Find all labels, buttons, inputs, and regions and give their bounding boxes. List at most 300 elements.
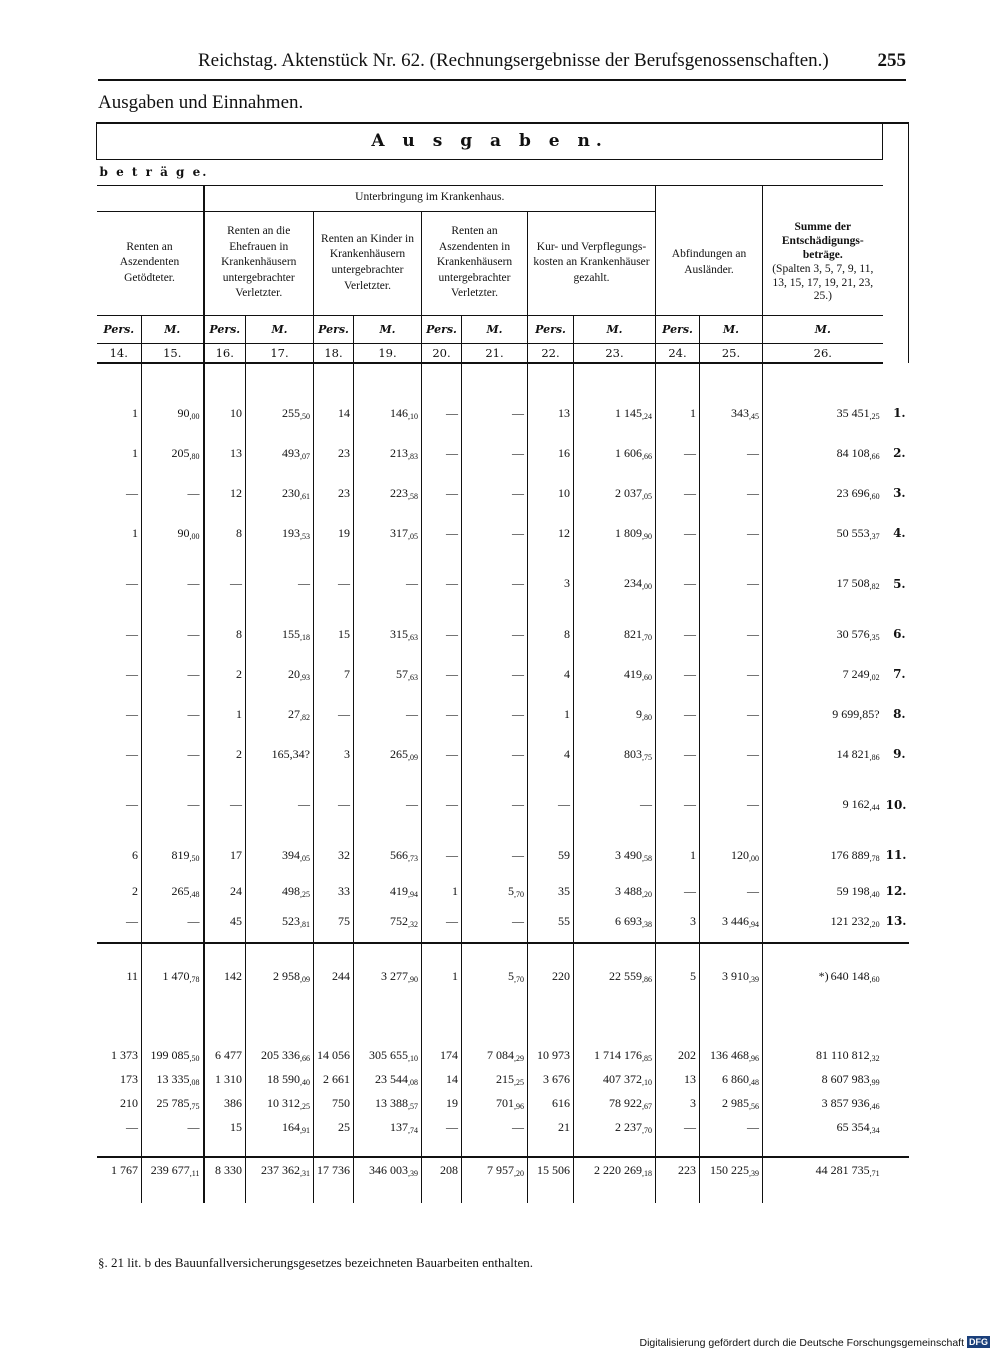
cell-value: — bbox=[338, 576, 350, 590]
cell-value: — bbox=[406, 797, 418, 811]
cell-value: — bbox=[446, 797, 458, 811]
data-cell bbox=[204, 907, 246, 935]
cell-value: $215_{,25}$ bbox=[496, 1071, 524, 1087]
data-cell bbox=[700, 1091, 763, 1115]
data-cell bbox=[354, 875, 422, 907]
data-cell bbox=[462, 1067, 528, 1091]
cell-value: — bbox=[747, 626, 759, 641]
cell-value: 386 bbox=[224, 1095, 242, 1110]
cell-value: 2 661 bbox=[323, 1071, 350, 1086]
data-cell bbox=[656, 694, 700, 734]
data-cell bbox=[656, 943, 700, 1009]
cell-value: 220 bbox=[552, 969, 570, 983]
data-cell bbox=[763, 1091, 883, 1115]
data-cell bbox=[422, 473, 462, 513]
cell-value: 81 110 $812_{,32}$ bbox=[816, 1047, 880, 1063]
data-cell bbox=[97, 835, 142, 875]
data-cell bbox=[204, 473, 246, 513]
data-cell bbox=[700, 734, 763, 774]
cell-value: — bbox=[512, 666, 524, 681]
cell-value: — bbox=[747, 746, 759, 761]
row-number: 10. bbox=[885, 797, 907, 812]
cell-value: 1 bbox=[132, 525, 138, 540]
unit-label: M. bbox=[354, 315, 422, 343]
column-number: 22. bbox=[528, 343, 574, 363]
cell-value: 25 $785_{,75}$ bbox=[156, 1095, 200, 1111]
summary-row bbox=[97, 1115, 909, 1139]
data-cell bbox=[656, 835, 700, 875]
unit-label: M. bbox=[700, 315, 763, 343]
data-cell bbox=[314, 1157, 354, 1183]
cell-value: — bbox=[126, 797, 138, 811]
cell-value: — bbox=[338, 797, 350, 811]
column-number: 14. bbox=[97, 343, 142, 363]
credit-text: Digitalisierung gefördert durch die Deutsche Forschungsgemeinschaft bbox=[639, 1337, 964, 1349]
cell-value: 19 bbox=[338, 525, 350, 540]
data-cell bbox=[574, 1115, 656, 1139]
data-cell bbox=[142, 943, 204, 1009]
data-cell bbox=[246, 734, 314, 774]
cell-value: 23 $696_{,60}$ bbox=[836, 485, 880, 501]
data-cell bbox=[574, 774, 656, 835]
data-cell bbox=[528, 393, 574, 433]
cell-value: — bbox=[126, 1119, 138, 1134]
cell-value: $315_{,63}$ bbox=[390, 626, 418, 642]
cell-value: 13 bbox=[684, 1071, 696, 1086]
cell-value: 121 $232_{,20}$ bbox=[830, 913, 880, 929]
data-cell bbox=[763, 1115, 883, 1139]
unit-label: Pers. bbox=[97, 315, 142, 343]
data-cell bbox=[97, 1043, 142, 1067]
data-cell bbox=[656, 1115, 700, 1139]
cell-value: — bbox=[747, 797, 759, 811]
data-cell bbox=[354, 1115, 422, 1139]
row-number: 7. bbox=[893, 667, 906, 681]
cell-value: $701_{,96}$ bbox=[496, 1095, 524, 1111]
data-cell bbox=[574, 875, 656, 907]
expenditure-table bbox=[96, 122, 909, 1203]
cell-value: 35 bbox=[558, 883, 570, 898]
cell-value: — bbox=[446, 666, 458, 681]
data-cell bbox=[700, 614, 763, 654]
data-cell bbox=[314, 774, 354, 835]
data-cell bbox=[246, 1157, 314, 1183]
cell-value: $394_{,05}$ bbox=[282, 847, 310, 863]
cell-value: 3 $910_{,39}$ bbox=[722, 969, 759, 984]
data-cell bbox=[656, 1067, 700, 1091]
cell-value: $255_{,50}$ bbox=[282, 405, 310, 421]
cell-value: — bbox=[512, 445, 524, 460]
data-cell bbox=[204, 654, 246, 694]
cell-value: $265_{,09}$ bbox=[390, 746, 418, 762]
running-header bbox=[98, 50, 906, 78]
row-number: 11. bbox=[885, 848, 907, 862]
cell-value: — bbox=[512, 626, 524, 641]
cell-value: 202 bbox=[678, 1047, 696, 1062]
data-cell bbox=[246, 513, 314, 553]
cell-value: $9_{,80}$ bbox=[636, 706, 652, 722]
cell-value: 174 bbox=[440, 1047, 458, 1062]
data-cell bbox=[142, 1091, 204, 1115]
data-cell bbox=[656, 654, 700, 694]
cell-value: $419_{,94}$ bbox=[390, 883, 418, 899]
cell-value: 407 $372_{,10}$ bbox=[603, 1071, 652, 1087]
row-number: 6. bbox=[893, 627, 906, 641]
row-number: 1. bbox=[893, 406, 906, 420]
cell-value: — bbox=[747, 485, 759, 500]
cell-value: 2 bbox=[132, 883, 138, 898]
cell-value: $234_{,00}$ bbox=[624, 576, 652, 591]
data-cell bbox=[97, 1091, 142, 1115]
data-cell bbox=[314, 734, 354, 774]
page-subtitle: Ausgaben und Einnahmen. bbox=[98, 92, 304, 113]
cell-value: $27_{,82}$ bbox=[288, 706, 310, 722]
table-row bbox=[97, 654, 909, 694]
data-cell bbox=[700, 393, 763, 433]
data-cell bbox=[246, 774, 314, 835]
data-cell bbox=[700, 1067, 763, 1091]
cell-value: $20_{,93}$ bbox=[288, 666, 310, 682]
data-cell bbox=[656, 513, 700, 553]
data-cell bbox=[422, 907, 462, 935]
data-cell bbox=[142, 553, 204, 614]
data-cell bbox=[204, 393, 246, 433]
unit-label: Pers. bbox=[204, 315, 246, 343]
data-cell bbox=[574, 614, 656, 654]
data-cell bbox=[246, 393, 314, 433]
cell-value: $205_{,80}$ bbox=[171, 445, 200, 461]
column-number: 16. bbox=[204, 343, 246, 363]
data-cell bbox=[204, 1067, 246, 1091]
data-cell bbox=[462, 654, 528, 694]
data-cell bbox=[763, 473, 883, 513]
data-cell bbox=[97, 614, 142, 654]
cell-value: $419_{,60}$ bbox=[624, 666, 652, 682]
cell-value: $164_{,91}$ bbox=[282, 1119, 310, 1135]
data-cell bbox=[314, 654, 354, 694]
cell-value: 1 714 $176_{,85}$ bbox=[594, 1047, 652, 1063]
cell-value: 4 bbox=[564, 746, 570, 761]
data-cell bbox=[354, 513, 422, 553]
cell-value: $803_{,75}$ bbox=[624, 746, 652, 762]
cell-value: 22 $559_{,86}$ bbox=[609, 969, 652, 984]
data-cell bbox=[142, 734, 204, 774]
cell-value: $821_{,70}$ bbox=[624, 626, 652, 642]
data-cell bbox=[204, 694, 246, 734]
data-cell bbox=[314, 835, 354, 875]
cell-value: 16 bbox=[558, 445, 570, 460]
cell-value: 3 bbox=[564, 576, 570, 590]
summary-row bbox=[97, 1043, 909, 1067]
cell-value: 3 857 $936_{,46}$ bbox=[821, 1095, 880, 1111]
data-cell bbox=[574, 433, 656, 473]
data-cell bbox=[314, 1067, 354, 1091]
data-cell bbox=[314, 433, 354, 473]
cell-value: 3 bbox=[344, 746, 350, 761]
cell-value: 244 bbox=[332, 969, 350, 983]
data-cell bbox=[204, 513, 246, 553]
cell-value: 3 bbox=[690, 913, 696, 928]
cell-value: 13 bbox=[558, 405, 570, 420]
data-cell bbox=[656, 433, 700, 473]
cell-value: 45 bbox=[230, 913, 242, 928]
cell-value: 616 bbox=[552, 1095, 570, 1110]
cell-value: — bbox=[512, 797, 524, 811]
data-cell bbox=[97, 1067, 142, 1091]
cell-value: $120_{,00}$ bbox=[731, 847, 759, 863]
data-cell bbox=[700, 694, 763, 734]
cell-value: 223 bbox=[678, 1163, 696, 1177]
data-cell bbox=[656, 1043, 700, 1067]
data-cell bbox=[246, 943, 314, 1009]
data-cell bbox=[763, 1043, 883, 1067]
data-cell bbox=[354, 553, 422, 614]
data-cell bbox=[314, 943, 354, 1009]
col-header-26-note: (Spalten 3, 5, 7, 9, 11, 13, 15, 17, 19, 21, 23, 25.) bbox=[772, 262, 874, 303]
data-cell bbox=[246, 473, 314, 513]
cell-value: — bbox=[512, 405, 524, 420]
units-row bbox=[97, 315, 909, 343]
cell-value: 237 $362_{,31}$ bbox=[261, 1163, 310, 1178]
cell-value: 346 $003_{,39}$ bbox=[369, 1163, 418, 1178]
data-cell bbox=[142, 774, 204, 835]
data-cell bbox=[462, 1157, 528, 1183]
column-number: 15. bbox=[142, 343, 204, 363]
cell-value: — bbox=[684, 525, 696, 540]
data-cell bbox=[700, 1043, 763, 1067]
summary-row bbox=[97, 1067, 909, 1091]
data-cell bbox=[204, 734, 246, 774]
cell-value: 33 bbox=[338, 883, 350, 898]
table-row bbox=[97, 513, 909, 553]
data-cell bbox=[528, 553, 574, 614]
data-cell bbox=[142, 1115, 204, 1139]
cell-value: 9 $162_{,44}$ bbox=[842, 797, 880, 812]
cell-value: 173 bbox=[120, 1071, 138, 1086]
cell-value: — bbox=[747, 883, 759, 898]
data-cell bbox=[204, 835, 246, 875]
cell-value: 14 bbox=[338, 405, 350, 420]
data-cell bbox=[656, 875, 700, 907]
data-cell bbox=[354, 1091, 422, 1115]
cell-value: — bbox=[747, 445, 759, 460]
cell-value: 8 607 $983_{,99}$ bbox=[821, 1071, 880, 1087]
cell-value: 25 bbox=[338, 1119, 350, 1134]
cell-value: $230_{,61}$ bbox=[282, 485, 310, 501]
data-cell bbox=[763, 734, 883, 774]
data-cell bbox=[574, 654, 656, 694]
cell-value: — bbox=[126, 576, 138, 590]
data-cell bbox=[142, 393, 204, 433]
cell-value: — bbox=[684, 666, 696, 681]
data-cell bbox=[422, 694, 462, 734]
cell-value: $265_{,48}$ bbox=[171, 883, 200, 899]
data-cell bbox=[142, 835, 204, 875]
data-cell bbox=[246, 654, 314, 694]
data-cell bbox=[204, 614, 246, 654]
cell-value: 19 bbox=[446, 1095, 458, 1110]
cell-value: — bbox=[446, 706, 458, 721]
cell-value: 30 $576_{,35}$ bbox=[836, 626, 880, 642]
cell-value: 15 bbox=[230, 1119, 242, 1134]
data-cell bbox=[422, 1157, 462, 1183]
table-row bbox=[97, 907, 909, 935]
data-cell bbox=[97, 734, 142, 774]
cell-value: — bbox=[126, 626, 138, 641]
data-cell bbox=[700, 943, 763, 1009]
column-number-row bbox=[97, 343, 909, 363]
total-row bbox=[97, 1157, 909, 1183]
data-cell bbox=[528, 473, 574, 513]
data-cell bbox=[700, 473, 763, 513]
unit-label: M. bbox=[246, 315, 314, 343]
cell-value: 1 310 bbox=[215, 1071, 242, 1086]
data-cell bbox=[462, 694, 528, 734]
data-cell bbox=[314, 513, 354, 553]
table-row bbox=[97, 774, 909, 835]
cell-value: 1 bbox=[132, 405, 138, 420]
cell-value: 1 $809_{,90}$ bbox=[615, 525, 652, 541]
data-cell bbox=[700, 553, 763, 614]
data-cell bbox=[97, 875, 142, 907]
cell-value: 305 $655_{,10}$ bbox=[369, 1047, 418, 1063]
cell-value: — bbox=[684, 485, 696, 500]
data-cell bbox=[656, 614, 700, 654]
cell-value: 44 281 $735_{,71}$ bbox=[815, 1163, 880, 1178]
cell-value: 136 $468_{,96}$ bbox=[710, 1047, 759, 1063]
cell-value: 1 bbox=[564, 706, 570, 721]
cell-value: — bbox=[512, 485, 524, 500]
cell-value: — bbox=[126, 666, 138, 681]
cell-value: 8 bbox=[236, 626, 242, 641]
data-cell bbox=[422, 1115, 462, 1139]
data-cell bbox=[97, 694, 142, 734]
cell-value: — bbox=[187, 706, 200, 721]
data-cell bbox=[528, 1043, 574, 1067]
data-cell bbox=[422, 433, 462, 473]
cell-value: 5 bbox=[690, 969, 696, 983]
group-label-krankenhaus: Unterbringung im Krankenhaus. bbox=[204, 185, 656, 211]
header-rule bbox=[98, 79, 906, 81]
cell-value: 65 $354_{,34}$ bbox=[836, 1119, 880, 1135]
data-cell bbox=[142, 1043, 204, 1067]
data-cell bbox=[97, 943, 142, 1009]
cell-value: 3 $490_{,58}$ bbox=[615, 847, 652, 863]
cell-value: 6 $693_{,38}$ bbox=[615, 913, 652, 929]
cell-value: 23 $544_{,08}$ bbox=[375, 1071, 418, 1087]
data-cell bbox=[528, 1157, 574, 1183]
data-cell bbox=[97, 654, 142, 694]
cell-value: — bbox=[338, 706, 350, 721]
data-cell bbox=[763, 1067, 883, 1091]
cell-value: $752_{,32}$ bbox=[390, 913, 418, 929]
data-cell bbox=[574, 734, 656, 774]
table-row bbox=[97, 835, 909, 875]
data-cell bbox=[354, 694, 422, 734]
footnote-marker: *) bbox=[818, 969, 829, 983]
data-cell bbox=[354, 614, 422, 654]
cell-value: — bbox=[512, 1119, 524, 1134]
cell-value: 3 bbox=[690, 1095, 696, 1110]
data-cell bbox=[354, 907, 422, 935]
data-cell bbox=[422, 654, 462, 694]
cell-value: 15 506 bbox=[537, 1163, 570, 1177]
digitization-credit bbox=[639, 1336, 990, 1349]
cell-value: 2 220 $269_{,18}$ bbox=[594, 1163, 652, 1178]
cell-value: — bbox=[747, 576, 759, 590]
data-cell bbox=[462, 875, 528, 907]
data-cell bbox=[763, 875, 883, 907]
data-cell bbox=[763, 907, 883, 935]
data-cell bbox=[462, 393, 528, 433]
table-row bbox=[97, 694, 909, 734]
data-cell bbox=[763, 614, 883, 654]
data-cell bbox=[763, 393, 883, 433]
column-number: 21. bbox=[462, 343, 528, 363]
data-cell bbox=[354, 1067, 422, 1091]
col-header-16-17: Renten an die Ehefrauen in Krankenhäusern untergebrachter Verletzter. bbox=[204, 211, 314, 315]
data-cell bbox=[528, 433, 574, 473]
row-number: 5. bbox=[893, 576, 906, 591]
cell-value: — bbox=[446, 913, 458, 928]
data-cell bbox=[462, 553, 528, 614]
data-cell bbox=[528, 875, 574, 907]
data-cell bbox=[314, 1043, 354, 1067]
cell-value: — bbox=[446, 525, 458, 540]
data-cell bbox=[462, 473, 528, 513]
cell-value: 59 bbox=[558, 847, 570, 862]
footnote: §. 21 lit. b des Bauunfallversicherungsgesetzes bezeichneten Bauarbeiten enthalten. bbox=[98, 1255, 533, 1270]
cell-value: $137_{,74}$ bbox=[390, 1119, 418, 1135]
data-cell bbox=[142, 694, 204, 734]
data-cell bbox=[462, 1115, 528, 1139]
cell-value: 1 $145_{,24}$ bbox=[615, 405, 652, 421]
cell-value: 10 bbox=[230, 405, 242, 420]
cell-value: 6 477 bbox=[215, 1047, 242, 1062]
cell-value: 1 bbox=[132, 445, 138, 460]
table-row bbox=[97, 433, 909, 473]
dfg-logo: DFG bbox=[969, 1337, 988, 1347]
cell-value: 12 bbox=[230, 485, 242, 500]
data-cell bbox=[422, 875, 462, 907]
cell-value: 78 $922_{,67}$ bbox=[609, 1095, 652, 1111]
cell-value: — bbox=[187, 797, 200, 811]
data-cell bbox=[422, 943, 462, 1009]
cell-value: $819_{,50}$ bbox=[171, 847, 200, 863]
data-cell bbox=[422, 1067, 462, 1091]
cell-value: 3 $277_{,90}$ bbox=[381, 969, 418, 984]
cell-value: 3 676 bbox=[543, 1071, 570, 1086]
column-number: 24. bbox=[656, 343, 700, 363]
part-label: b e t r ä g e. bbox=[97, 159, 883, 185]
summary-row bbox=[97, 1091, 909, 1115]
data-cell bbox=[700, 774, 763, 835]
table-row bbox=[97, 473, 909, 513]
col-header-20-21: Renten an Aszendenten in Krankenhäusern untergebrachter Verletzter. bbox=[422, 211, 528, 315]
cell-value: 210 bbox=[120, 1095, 138, 1110]
cell-value: 7 $957_{,20}$ bbox=[487, 1163, 524, 1178]
data-cell bbox=[656, 907, 700, 935]
cell-value: 2 bbox=[236, 666, 242, 681]
data-cell bbox=[246, 614, 314, 654]
data-cell bbox=[204, 1043, 246, 1067]
data-cell bbox=[314, 393, 354, 433]
data-cell bbox=[354, 473, 422, 513]
cell-value: 2 $958_{,09}$ bbox=[273, 969, 310, 984]
data-cell bbox=[314, 875, 354, 907]
data-cell bbox=[422, 734, 462, 774]
data-cell bbox=[462, 907, 528, 935]
